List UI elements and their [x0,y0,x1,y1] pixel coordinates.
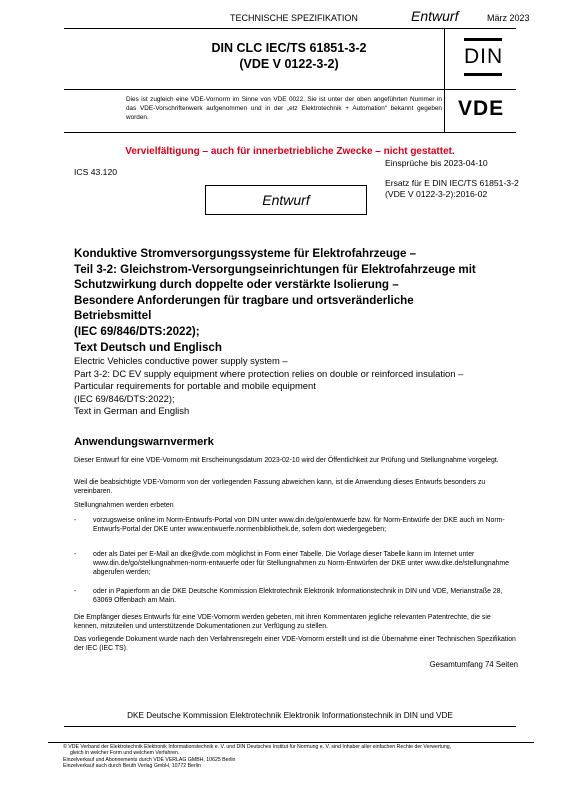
footer [63,744,533,770]
standard-number: DIN CLC IEC/TS 61851-3-2 [211,41,367,55]
vde-note-row [64,88,516,133]
list-item-text: oder als Datei per E-Mail an dke@vde.com möglichst in Form einer Tabelle. Die Vorlage dieser Tabelle kann im Internet unter www.din.de/go/stellungnahmen-norm-entwuerfe oder für Stellungnahmen zu Norm-Entwürfen der DKE unter www.dke.de/stellungnahme abgerufen werden; [93,551,509,576]
title-line: (IEC 69/846/DTS:2022); [74,324,200,338]
title-line: Besondere Anforderungen für tragbare und ortsveränderliche [74,293,414,307]
vde-note: Dies ist zugleich eine VDE-Vornorm im Sinne von VDE 0022. Sie ist unter der oben angeführten Nummer in das VDE-Vorschriftenwerk aufgenommen und in der „etz Elektrotechnik + Automation“ bekannt gegeben worden. [126,96,442,121]
title-line: Konduktive Stromversorgungssysteme für Elektrofahrzeuge – [74,247,417,260]
divider [64,726,516,727]
list-item [74,516,516,546]
divider [444,88,445,132]
divider [48,742,534,743]
section-heading: Anwendungswarnvermerk [74,436,214,448]
copy-warning: Vervielfältigung – auch für innerbetriebliche Zwecke – nicht gestattet. [125,146,455,157]
list-item-text: oder in Papierform an die DKE Deutsche Kommission Elektrotechnik Elektronik Informationstechnik in DIN und VDE, Merianstraße 28, 63069 Offenbach am Main. [93,588,503,604]
divider [444,29,445,89]
bullet-dash: - [74,551,77,558]
dke-line: DKE Deutsche Kommission Elektrotechnik Elektronik Informationstechnik in DIN und VDE [127,711,453,720]
title-line: Particular requirements for portable and mobile equipment [74,380,316,392]
title-line: Schutzwirkung durch doppelte oder verstärkte Isolierung – [74,278,399,292]
title-line: (IEC 69/846/DTS:2022); [74,392,175,404]
document-type: TECHNISCHE SPEZIFIKATION [230,13,358,23]
title-english [74,355,534,418]
footer-line: Einzelverkauf auch durch Beuth Verlag GmbH, 10772 Berlin [63,763,201,770]
replacement-line: Ersatz für E DIN IEC/TS 61851-3-2 [385,178,519,188]
list-item-text: vorzugsweise online im Norm-Entwurfs-Portal von DIN unter www.din.de/go/entwuerfe bzw. für Norm-Entwürfe der DKE auch im Norm-Entwurfs-Portal der DKE unter www.entwuerfe.normenbibliothek.de, sofern dort wiedergegeben; [93,517,505,533]
title-line: Electric Vehicles conductive power supply system – [74,355,288,366]
total-pages: Gesamtumfang 74 Seiten [429,660,518,669]
publication-date: März 2023 [487,13,530,23]
bullet-dash: - [74,588,77,595]
bullet-dash: - [74,517,77,524]
draft-box: Entwurf [205,185,367,215]
objection-deadline: Einsprüche bis 2023-04-10 [385,158,488,168]
replacement-note [385,178,519,200]
footer-line: Einzelverkauf und Abonnements durch VDE VERLAG GMBH, 10625 Berlin [63,756,236,763]
title-line: Text Deutsch und Englisch [74,340,222,354]
replacement-line: (VDE V 0122-3-2):2016-02 [385,189,488,199]
paragraph: Dieser Entwurf für eine VDE-Vornorm mit Erscheinungsdatum 2023-02-10 wird der Öffentlichkeit zur Prüfung und Stellungnahme vorgelegt. [74,457,499,464]
title-line: Betriebsmittel [74,309,152,323]
draft-label: Entwurf [411,8,459,24]
title-line: Teil 3-2: Gleichstrom-Versorgungseinrichtungen für Elektrofahrzeuge mit [74,262,476,276]
vde-logo: VDE [458,97,505,120]
footer-line: © VDE Verband der Elektrotechnik Elektronik Informationstechnik e. V. und DIN Deutsches Institut für Normung e. V. sind Inhaber aller einfachen Rechte der Verwertung, [63,744,452,750]
paragraph: Stellungnahmen werden erbeten [74,502,174,509]
paragraph: Die Empfänger dieses Entwurfs für eine VDE-Vornorm werden gebeten, mit ihren Kommentaren jegliche relevanten Patentrechte, die sie kennen, mitzuteilen und unterstützende Dokumentationen zur Verfügung zu stellen. [74,614,491,630]
title-box [64,28,516,90]
paragraph: Weil die beabsichtigte VDE-Vornorm von der vorliegenden Fassung abweichen kann, ist die Anwendung dieses Entwurfs besonders zu vereinbaren. [74,479,486,495]
vde-number: (VDE V 0122-3-2) [239,57,339,71]
paragraph: Das vorliegende Dokument wurde nach den Verfahrensregeln einer VDE-Vornorm erstellt und ist die Übernahme einer Technischen Spezifikation der IEC (IEC TS). [74,636,516,652]
ics-code: ICS 43.120 [74,167,117,177]
title-line: Part 3-2: DC EV supply equipment where protection relies on double or reinforced insulation – [74,367,464,379]
standard-title [184,40,394,72]
title-line: Text in German and English [74,405,190,417]
list-item [74,587,516,607]
din-logo-text: DIN [464,45,504,68]
list-item [74,550,516,580]
din-logo [464,38,502,76]
title-german [74,246,534,355]
footer-line: gleich in welcher Form und welchem Verfahren. [70,750,180,757]
